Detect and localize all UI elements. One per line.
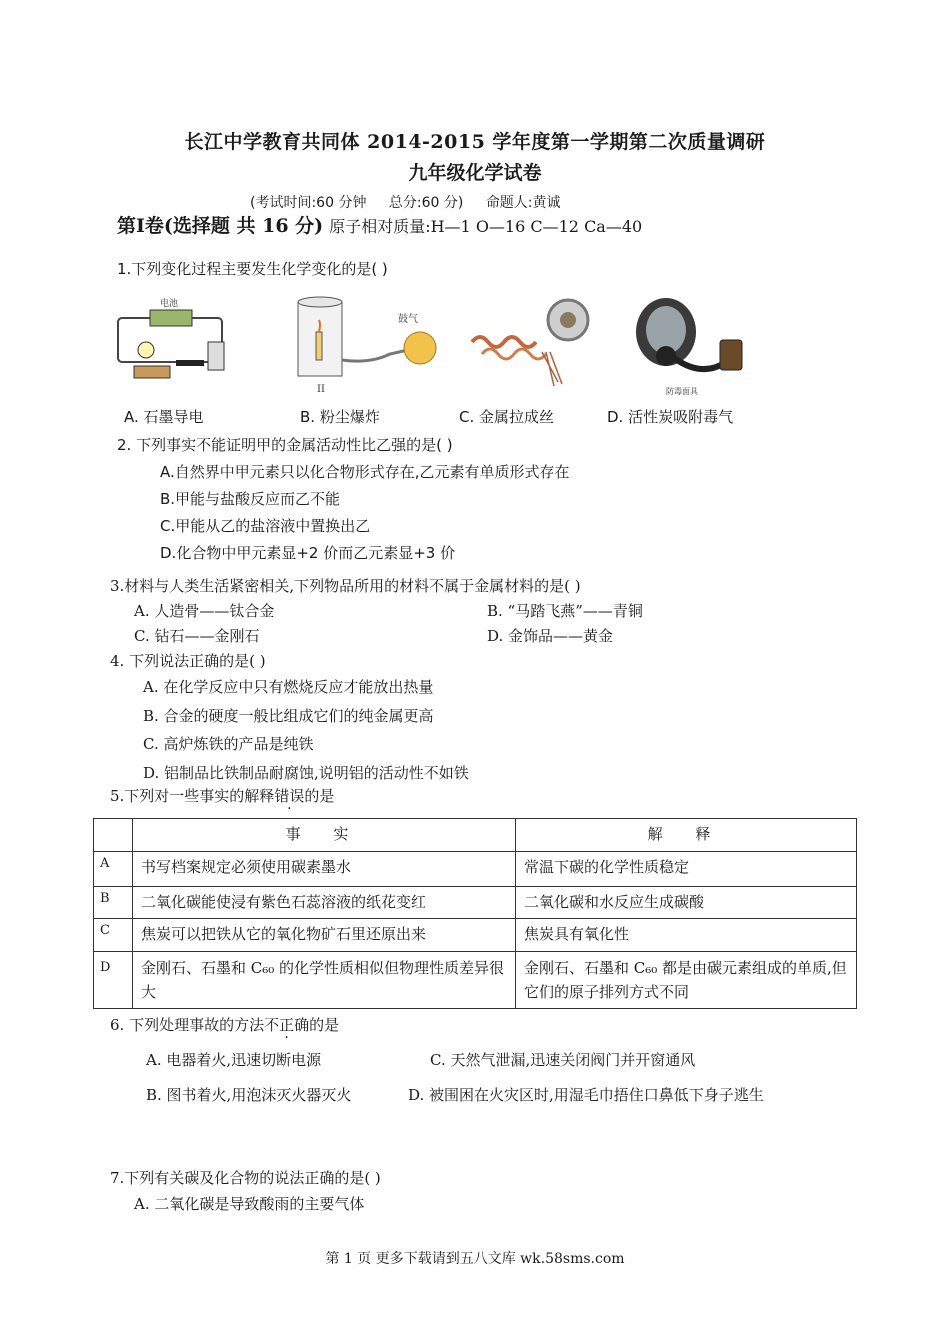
total-score: 总分:60 分): [388, 195, 464, 211]
section-heading: [117, 211, 642, 238]
q4-option-a: A. 在化学反应中只有燃烧反应才能放出热量: [143, 678, 434, 696]
q3-option-a: A. 人造骨——钛合金: [134, 602, 275, 620]
q1-option-a: A. 石墨导电: [124, 408, 204, 426]
row-explain: 焦炭具有氧化性: [516, 919, 857, 952]
metal-wire-figure: [462, 292, 592, 398]
q6-option-b: B. 图书着火,用泡沫灭火器灭火: [146, 1086, 352, 1104]
q2-stem: 2. 下列事实不能证明甲的金属活动性比乙强的是( ): [117, 436, 453, 454]
row-explain: 二氧化碳和水反应生成碳酸: [516, 887, 857, 919]
table-header-row: [94, 819, 857, 852]
exam-meta: [250, 192, 579, 212]
q1-option-d: D. 活性炭吸附毒气: [607, 408, 734, 426]
q6-option-d: D. 被围困在火灾区时,用湿毛巾捂住口鼻低下身子逃生: [408, 1086, 764, 1104]
q2-option-d: D.化合物中甲元素显+2 价而乙元素显+3 价: [160, 544, 456, 562]
q5-stem: 5.下列对一些事实的解释错误的是: [110, 787, 335, 805]
q7-stem: 7.下列有关碳及化合物的说法正确的是( ): [110, 1169, 381, 1187]
page-footer: 第 1 页 更多下载请到五八文库 wk.58sms.com: [325, 1251, 625, 1267]
q2-option-c: C.甲能从乙的盐溶液中置换出乙: [160, 517, 371, 535]
q2-option-a: A.自然界中甲元素只以化合物形式存在,乙元素有单质形式存在: [160, 463, 570, 481]
q6-emphasis: 不正确: [264, 1016, 310, 1034]
q4-stem: 4. 下列说法正确的是( ): [110, 652, 266, 670]
q5-facts-table: [93, 818, 857, 1009]
exam-time: (考试时间:60 分钟: [250, 195, 367, 211]
dust-explosion-figure: [290, 292, 450, 398]
table-header-fact: 事 实: [133, 819, 516, 852]
row-key: C: [94, 919, 133, 952]
q1-stem: 1.下列变化过程主要发生化学变化的是( ): [117, 260, 388, 278]
section-title: 第Ⅰ卷(选择题 共 16 分): [117, 215, 324, 237]
table-row: [94, 952, 857, 1009]
row-fact: 焦炭可以把铁从它的氧化物矿石里还原出来: [133, 919, 516, 952]
table-header-explain: 解 释: [516, 819, 857, 852]
bottle-mark: II: [317, 384, 325, 395]
q4-option-d: D. 铝制品比铁制品耐腐蚀,说明铝的活动性不如铁: [143, 764, 469, 782]
q3-stem: 3.材料与人类生活紧密相关,下列物品所用的材料不属于金属材料的是( ): [110, 577, 581, 595]
q3-option-d: D. 金饰品——黄金: [487, 627, 614, 645]
q6-option-a: A. 电器着火,迅速切断电源: [146, 1051, 322, 1069]
table-row: [94, 919, 857, 952]
exam-author: 命题人:黄诚: [485, 195, 561, 211]
balloon-label: 鼓气: [398, 314, 418, 325]
q6-option-c: C. 天然气泄漏,迅速关闭阀门并开窗通风: [430, 1051, 696, 1069]
q3-option-c: C. 钻石——金刚石: [134, 627, 260, 645]
table-row: [94, 887, 857, 919]
exam-subtitle: 九年级化学试卷: [408, 162, 542, 184]
row-fact: 金刚石、石墨和 C₆₀ 的化学性质相似但物理性质差异很大: [133, 952, 516, 1009]
row-key: A: [94, 852, 133, 887]
q5-emphasis: 错误: [274, 787, 305, 805]
row-key: B: [94, 887, 133, 919]
q6-stem: 6. 下列处理事故的方法不正确的是: [110, 1016, 340, 1034]
table-row: [94, 852, 857, 887]
battery-label: 电池: [160, 299, 179, 309]
row-fact: 二氧化碳能使浸有紫色石蕊溶液的纸花变红: [133, 887, 516, 919]
table-header-key: [94, 819, 133, 852]
q2-option-b: B.甲能与盐酸反应而乙不能: [160, 490, 341, 508]
row-explain: 常温下碳的化学性质稳定: [516, 852, 857, 887]
atomic-mass-note: 原子相对质量:H—1 O—16 C—12 Ca—40: [329, 217, 643, 236]
row-explain: 金刚石、石墨和 C₆₀ 都是由碳元素组成的单质,但它们的原子排列方式不同: [516, 952, 857, 1009]
q1-option-b: B. 粉尘爆炸: [300, 408, 380, 426]
circuit-figure: [110, 292, 230, 398]
mask-caption: 防毒面具: [666, 387, 698, 396]
gas-mask-figure: [622, 292, 752, 398]
q1-option-c: C. 金属拉成丝: [459, 408, 555, 426]
q7-option-a: A. 二氧化碳是导致酸雨的主要气体: [134, 1195, 365, 1213]
exam-title: 长江中学教育共同体 2014-2015 学年度第一学期第二次质量调研: [184, 131, 766, 153]
q4-option-c: C. 高炉炼铁的产品是纯铁: [143, 735, 314, 753]
row-key: D: [94, 952, 133, 1009]
q3-option-b: B. “马踏飞燕”——青铜: [487, 602, 643, 620]
row-fact: 书写档案规定必须使用碳素墨水: [133, 852, 516, 887]
q4-option-b: B. 合金的硬度一般比组成它们的纯金属更高: [143, 707, 434, 725]
